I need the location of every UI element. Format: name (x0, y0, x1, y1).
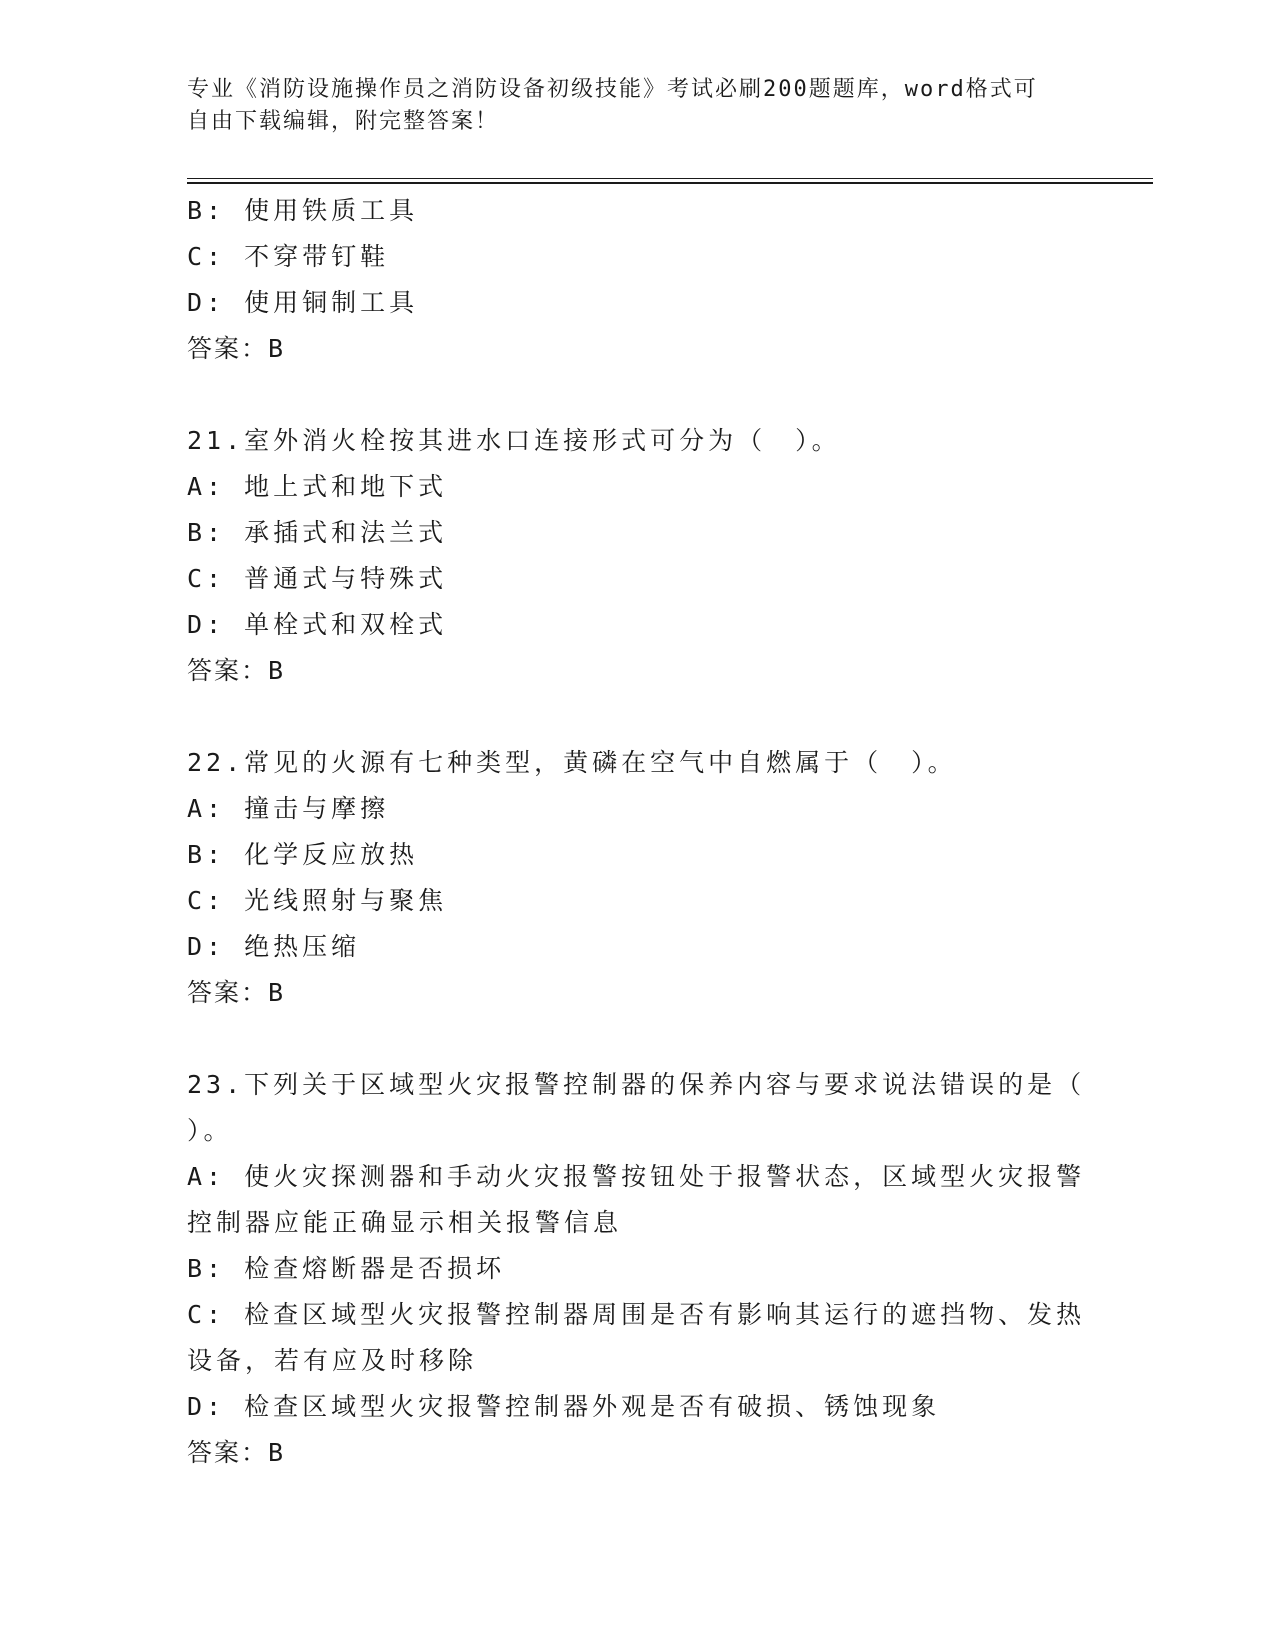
question-list (187, 188, 1087, 1476)
option-b: B: 使用铁质工具 (187, 196, 419, 225)
option-d: D: 使用铜制工具 (187, 288, 419, 317)
question-stem: 22.常见的火源有七种类型，黄磷在空气中自燃属于（ ）。 (187, 748, 957, 777)
option-d: D: 检查区域型火灾报警控制器外观是否有破损、锈蚀现象 (187, 1392, 941, 1421)
spacer (187, 372, 1087, 418)
option-d: D: 单栓式和双栓式 (187, 610, 448, 639)
question-stem-line-2: ）。 (187, 1116, 233, 1145)
question-21 (187, 418, 1087, 694)
option-b: B: 承插式和法兰式 (187, 518, 448, 547)
answer-line: 答案：B (187, 1438, 286, 1467)
question-stem: 21.室外消火栓按其进水口连接形式可分为（ ）。 (187, 426, 841, 455)
document-header (187, 74, 1067, 138)
option-a: A: 地上式和地下式 (187, 472, 448, 501)
question-20-continued (187, 188, 1087, 372)
spacer (187, 694, 1087, 740)
header-divider-thick (187, 182, 1153, 184)
answer-line: 答案：B (187, 334, 286, 363)
question-23 (187, 1062, 1087, 1476)
option-b: B: 化学反应放热 (187, 840, 419, 869)
header-title-line-2: 自由下载编辑，附完整答案！ (187, 109, 500, 134)
header-title-line-1: 专业《消防设施操作员之消防设备初级技能》考试必刷200题题库，word格式可 (187, 77, 1038, 102)
option-c-line-1: C: 检查区域型火灾报警控制器周围是否有影响其运行的遮挡物、发热 (187, 1300, 1086, 1329)
spacer (187, 1016, 1087, 1062)
header-divider-thin (187, 178, 1153, 179)
option-c: C: 普通式与特殊式 (187, 564, 448, 593)
option-b: B: 检查熔断器是否损坏 (187, 1254, 506, 1283)
answer-line: 答案：B (187, 656, 286, 685)
answer-line: 答案：B (187, 978, 286, 1007)
option-a-line-2: 控制器应能正确显示相关报警信息 (187, 1208, 623, 1237)
option-a-line-1: A: 使火灾探测器和手动火灾报警按钮处于报警状态，区域型火灾报警 (187, 1162, 1086, 1191)
option-a: A: 撞击与摩擦 (187, 794, 390, 823)
option-c: C: 不穿带钉鞋 (187, 242, 390, 271)
question-stem-line-1: 23.下列关于区域型火灾报警控制器的保养内容与要求说法错误的是（ (187, 1070, 1086, 1099)
question-22 (187, 740, 1087, 1016)
option-d: D: 绝热压缩 (187, 932, 361, 961)
option-c: C: 光线照射与聚焦 (187, 886, 448, 915)
option-c-line-2: 设备，若有应及时移除 (187, 1346, 478, 1375)
